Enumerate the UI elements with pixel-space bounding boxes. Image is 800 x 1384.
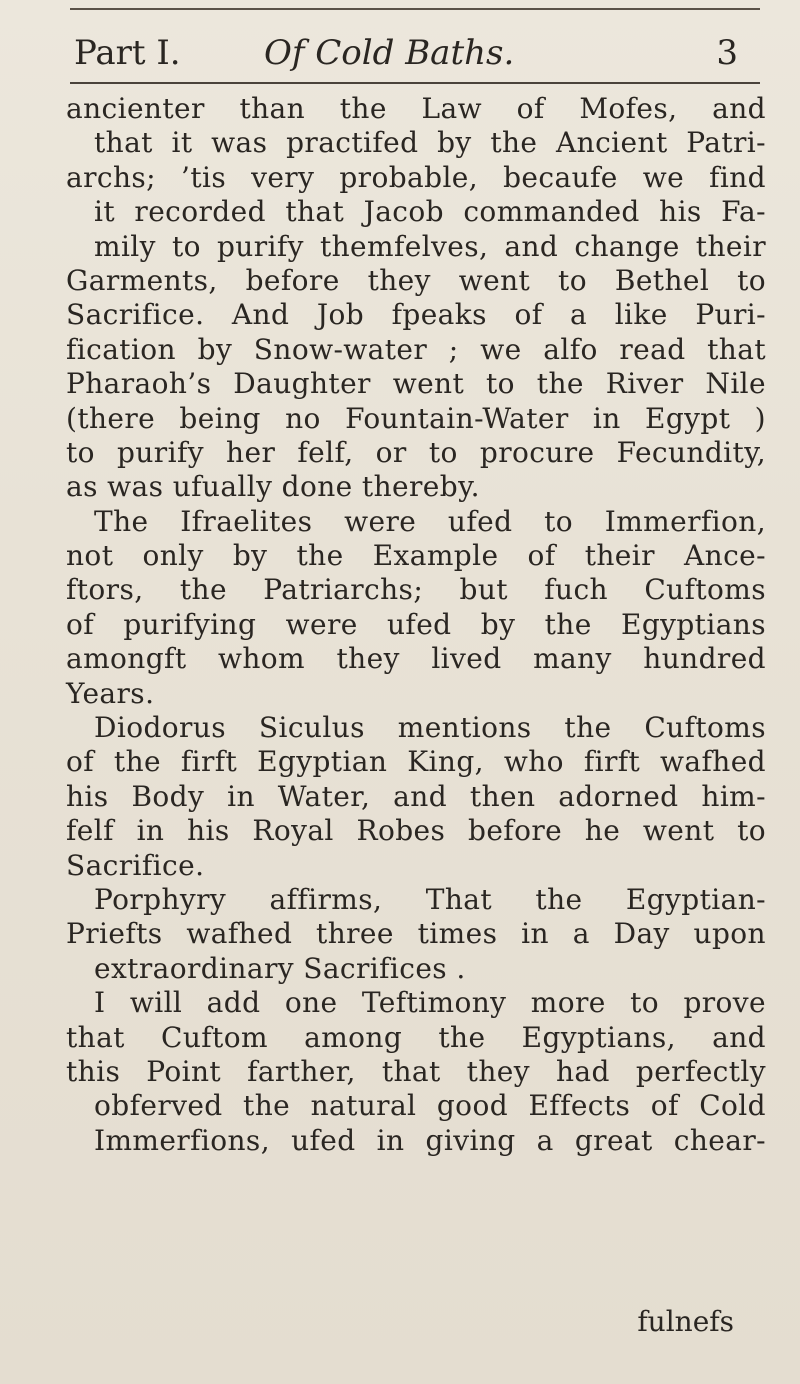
text-line: Diodorus Siculus mentions the Cuftoms	[94, 711, 766, 745]
body-text	[66, 92, 766, 1158]
text-line: Sacrifice.	[66, 848, 205, 882]
text-line: (there being no Fountain-Water in Egypt )	[66, 401, 766, 435]
text-line: ancienter than the Law of Mofes, and	[66, 92, 766, 125]
text-line: Pharaoh’s Daughter went to the River Nile	[66, 367, 766, 401]
text-line: I will add one Teftimony more to prove	[94, 986, 766, 1020]
text-line: The Ifraelites were ufed to Immerfion,	[94, 504, 766, 538]
text-line: felf in his Royal Robes before he went to	[66, 814, 766, 848]
text-line: to purify her felf, or to procure Fecundity,	[66, 435, 766, 469]
text-line: of purifying were ufed by the Egyptians	[66, 607, 766, 641]
text-line: amongft whom they lived many hundred	[66, 642, 766, 676]
text-line: as was ufually done thereby.	[66, 470, 480, 504]
text-line: Sacrifice. And Job fpeaks of a like Puri-	[66, 298, 766, 332]
text-line: that Cuftom among the Egyptians, and	[66, 1020, 766, 1054]
text-line: archs; ’tis very probable, becaufe we find	[66, 160, 766, 194]
text-line: his Body in Water, and then adorned him-	[66, 779, 766, 813]
part-label: Part I.	[74, 33, 181, 73]
text-line: this Point farther, that they had perfectly	[66, 1054, 766, 1088]
text-line: Garments, before they went to Bethel to	[66, 263, 766, 297]
header-rule	[70, 82, 760, 84]
page-number: 3	[716, 33, 738, 73]
text-line: Porphyry affirms, That the Egyptian-	[94, 882, 766, 916]
top-rule	[70, 8, 760, 10]
text-line: Priefts wafhed three times in a Day upon	[66, 917, 766, 951]
text-line: Immerfions, ufed in giving a great chear-	[94, 1123, 766, 1157]
text-line: it recorded that Jacob commanded his Fa-	[94, 195, 766, 229]
text-line: mily to purify themfelves, and change their	[94, 229, 766, 263]
text-line: fication by Snow-water ; we alfo read that	[66, 332, 766, 366]
text-line: ftors, the Patriarchs; but fuch Cuftoms	[66, 573, 766, 607]
text-line: that it was practifed by the Ancient Patri-	[94, 126, 766, 160]
text-line: obferved the natural good Effects of Cold	[94, 1089, 766, 1123]
page-title: Of Cold Baths.	[264, 33, 515, 73]
text-line: Years.	[66, 676, 155, 710]
running-head	[74, 30, 756, 76]
catchword: fulnefs	[637, 1305, 734, 1338]
text-line: not only by the Example of their Ance-	[66, 539, 766, 573]
text-line: of the firft Egyptian King, who firft wafhed	[66, 745, 766, 779]
text-line: extraordinary Sacrifices .	[94, 951, 466, 985]
